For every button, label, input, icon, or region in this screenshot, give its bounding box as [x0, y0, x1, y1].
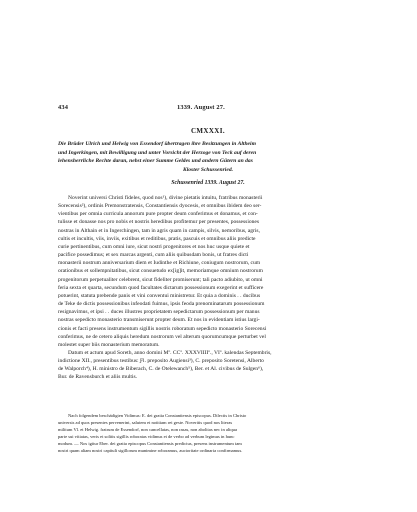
text-line: tulisse et donasse nos pro nobis et nostris heredibus profitemur per presentes, possessiones — [58, 219, 260, 226]
text-line: feria sexta et quarta, secundum quod facultates dictarum possessionum exegerint et sufficere — [58, 284, 264, 291]
charter-text — [58, 194, 358, 382]
text-line: vientibus per omnia curricula annorum pure propter deum conferimus et donamus, et con- — [58, 211, 258, 218]
text-line: de Teke de dictis possessionibus infeodati fuimus, ipsis feoda prenominatarum possessionum — [58, 301, 265, 308]
text-line: resignavimus, et ipsi . . duces illustres proprietatem sepedictarum possessionum per manus — [58, 309, 260, 316]
text-line: cionis et facti presens instrumentum sigillis nostris roboratum sepedicto monasterio Sorecensi — [58, 325, 267, 332]
text-line: conferimus, ne de cetero aliquis heredum nostrorum vel alterum quorumcumque perturbet vel — [58, 333, 266, 340]
summary-line: Kloster Schussenried. — [182, 166, 234, 173]
document-number: CMXXXI. — [190, 127, 226, 135]
text-line: orationibus et sollempnitatibus, sicut consuetudo ex[ig]it, memoriamque omnium nostrorum — [58, 268, 263, 275]
text-line: monasterii nostrum anniversarium diem et Iudinthe et Richiune, coniugum nostrorum, cum — [58, 260, 261, 267]
text-line: Bur. de Ravensburch et aliis multis. — [58, 374, 138, 381]
note-line: modum. — Nos igitur Eber. dei gratia episcopus Constantiensis predictus, presens instrumentum tam — [58, 440, 242, 446]
text-line: nostras sepedicto monasterio transmiserunt propter deum. Et nos in evidentiam istius largi- — [58, 317, 260, 324]
text-line: de Walporch⁴), H. ministro de Biberach, C. de Otelewanch⁵), Ber. et Al. civibus de Sulgen⁶), — [58, 366, 264, 373]
note-line: Nach folgendem beschädigten Vidimus: E. dei gratia Constantiensis episcopus. Dilectis in Christo — [68, 413, 247, 418]
text-line: curie pertinentibus, cum omni iure, sicut nostri progenitores et nos huc usque quiete et — [58, 243, 250, 250]
note-line: universis ad quos presentes pervenerint, salutem et notitiam rei geste. Noveritis quod nos literas — [58, 419, 233, 425]
source-notes — [58, 413, 358, 454]
text-line: pacifice possedimus; et sex marcas argenti, cum aliis quibusdam bonis, ut fratres dicti — [58, 252, 249, 259]
text-line: nostras in Althain et in Ingerchingen, tam in agris quam in campis, silvis, nemoribus, agris, — [58, 227, 260, 234]
note-line: nostri quam aliam nostri capituli sigillorum munimine roboramus, auctoritate ordinaria confirmamus. — [58, 447, 243, 453]
text-line: indictione XII., presentibus testibus: Ƒl. preposito Augiensi³), C. preposito Soretensi, Alberto — [58, 358, 264, 365]
note-line: militum Vl. et Helwig. fratrum de Essendorf, non cancellatas, non rasas, non abolitas nec in aliqua — [58, 426, 237, 432]
summary-line: Die Brüder Ulrich und Helwig von Essendorf übertragen ihre Besitzungen in Altheim — [58, 141, 256, 147]
text-line: Datum et actum apud Soreth, anno domini Mº. CCº. XXXVIIIIº., VIº. kalendas Septembris, — [68, 349, 272, 356]
text-line: Noverint universi Christi fideles, quod nos¹), divine pietatis intuitu, fratribus monasterii — [68, 195, 263, 201]
text-line: cultis et incultis, viis, inviis, exitibus et reditibus, pratis, pascuis et omnibus aliis predicte — [58, 235, 256, 242]
page-number: 434 — [58, 104, 69, 111]
text-line: progenitorum perpetualiter celebrent, sicut fideliter promiserunt; tali pacto adiubito, ut omni — [58, 276, 263, 283]
document-dateline: Schussenried 1339. August 27. — [171, 180, 245, 186]
summary-line: lehensherrliche Rechte daran, nebst einer Summe Geldes und andern Gütern an das — [58, 158, 253, 165]
text-line: potuerint, statuta prebende panis et vini conventui ministretur. Et quia a dominis . . ducibus — [58, 292, 261, 299]
text-line: molestet super biis monasterium memoratum. — [58, 341, 160, 348]
document-summary — [58, 140, 358, 174]
running-head-date: 1339. August 27. — [177, 104, 225, 111]
text-line: Sorecensis²), ordinis Premonstratensis, Constantiensis dyocesis, et omnibus ibidem deo ser- — [58, 203, 262, 210]
summary-line: und Ingerkingen, mit Bewilligung und unter Vorsicht der Herzoge von Teck auf deren — [58, 149, 257, 156]
note-line: parte sui vitiatas, veris et solitis sigillis roboratas vidimus et de verbo ad verbum legimus in hunc — [58, 433, 235, 439]
